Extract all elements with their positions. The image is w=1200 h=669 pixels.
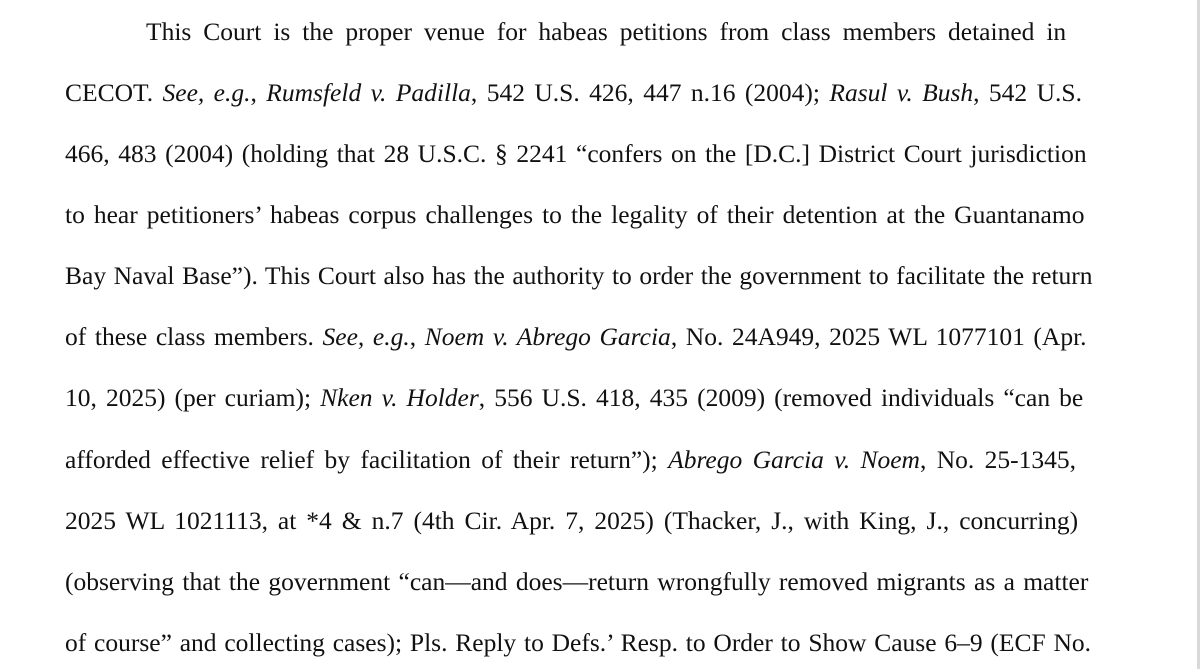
text-segment: , 542 U.S. bbox=[973, 78, 1082, 107]
text-segment: Bay Naval Base”). This Court also has the authority to order the government to facilitate the return bbox=[65, 261, 1093, 290]
text-segment: 2025 WL 1021113, at *4 & n.7 (4th Cir. Apr. 7, 2025) (Thacker, J., with King, J., concurring) bbox=[65, 506, 1079, 535]
paragraph-line-1 bbox=[146, 12, 1100, 52]
text-segment: , bbox=[250, 78, 267, 107]
paragraph-line-11 bbox=[65, 623, 1100, 663]
case-name-italic: Noem v. Abrego Garcia bbox=[424, 322, 671, 351]
case-name-italic: Nken v. Holder bbox=[320, 383, 479, 412]
signal-italic: See, e.g. bbox=[322, 322, 410, 351]
text-segment: to hear petitioners’ habeas corpus challenges to the legality of their detention at the Guantanamo bbox=[65, 200, 1085, 229]
signal-italic: See, e.g. bbox=[162, 78, 251, 107]
text-segment: (observing that the government “can—and does—return wrongfully removed migrants as a matter bbox=[65, 567, 1089, 596]
paragraph-line-3 bbox=[65, 134, 1100, 174]
paragraph-line-4 bbox=[65, 195, 1100, 235]
text-segment: , 556 U.S. 418, 435 (2009) (removed individuals “can be bbox=[478, 383, 1084, 412]
text-segment: , No. 25-1345, bbox=[919, 445, 1077, 474]
paragraph-line-8 bbox=[65, 440, 1100, 480]
case-name-italic: Rasul v. Bush bbox=[829, 78, 974, 107]
paragraph-line-2 bbox=[65, 73, 1100, 113]
paragraph-line-10 bbox=[65, 562, 1100, 602]
text-segment: , No. 24A949, 2025 WL 1077101 (Apr. bbox=[670, 322, 1087, 351]
text-segment: , 542 U.S. 426, 447 n.16 (2004); bbox=[470, 78, 830, 107]
text-segment: 466, 483 (2004) (holding that 28 U.S.C. § 2241 “confers on the [D.C.] District Court jurisdiction bbox=[65, 139, 1087, 168]
case-name-italic: Rumsfeld v. Padilla bbox=[266, 78, 471, 107]
text-segment: of course” and collecting cases); Pls. Reply to Defs.’ Resp. to Order to Show Cause 6–9 (ECF No. bbox=[65, 628, 1092, 657]
text-segment: afforded effective relief by facilitation of their return”); bbox=[65, 445, 669, 474]
text-segment: of these class members. bbox=[65, 322, 323, 351]
text-segment: This Court is the proper venue for habeas petitions from class members detained in bbox=[146, 17, 1067, 46]
paragraph-line-7 bbox=[65, 378, 1100, 418]
text-segment: , bbox=[409, 322, 425, 351]
paragraph-line-9 bbox=[65, 501, 1100, 541]
paragraph-line-6 bbox=[65, 317, 1100, 357]
text-segment: CECOT. bbox=[65, 78, 163, 107]
paragraph-line-5 bbox=[65, 256, 1100, 296]
text-segment: 10, 2025) (per curiam); bbox=[65, 383, 321, 412]
case-name-italic: Abrego Garcia v. Noem bbox=[668, 445, 920, 474]
